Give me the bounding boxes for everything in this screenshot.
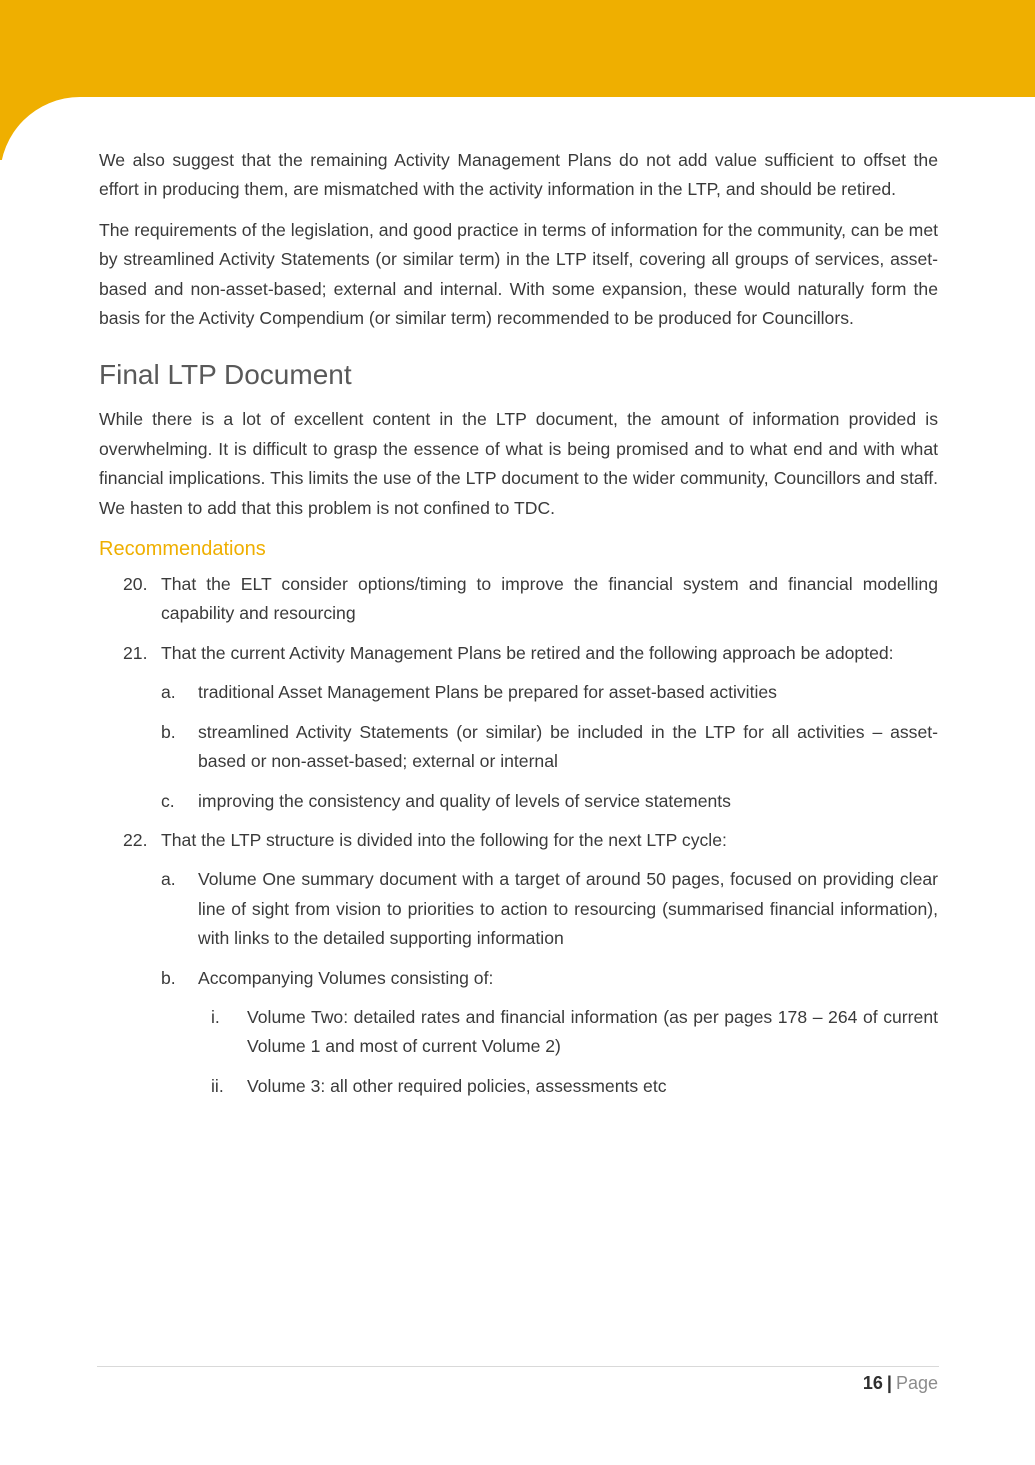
list-text: That the ELT consider options/timing to improve the financial system and financial modelling capability and resourcing <box>161 574 938 624</box>
list-number: b. <box>161 721 176 742</box>
page-footer <box>863 1370 938 1396</box>
list-text: traditional Asset Management Plans be prepared for asset-based activities <box>198 682 777 703</box>
list-text: improving the consistency and quality of levels of service statements <box>198 790 731 811</box>
list-number: 21. <box>123 642 148 663</box>
list-item <box>99 639 938 668</box>
list-item <box>99 718 938 777</box>
list-number: a. <box>161 869 176 890</box>
list-item <box>99 678 938 707</box>
list-item <box>99 1003 938 1062</box>
list-text: That the LTP structure is divided into the following for the next LTP cycle: <box>161 829 727 850</box>
footer-divider <box>97 1366 939 1367</box>
list-number: ii. <box>211 1075 224 1096</box>
list-text: Volume 3: all other required policies, assessments etc <box>247 1075 667 1096</box>
list-number: b. <box>161 967 176 988</box>
recommendations-heading: Recommendations <box>99 538 266 561</box>
list-number: i. <box>211 1006 220 1027</box>
list-item <box>99 787 938 816</box>
body-paragraph: While there is a lot of excellent content in the LTP document, the amount of information provided is overwhelming. It is difficult to grasp the essence of what is being promised and to what end and with what financial implications. This limits the use of the LTP document to the wider community, Councillors and staff. We hasten to add that this problem is not confined to TDC. <box>99 409 938 518</box>
list-text: Accompanying Volumes consisting of: <box>198 967 494 988</box>
list-item <box>99 570 938 629</box>
page-number: 16 <box>862 1373 883 1393</box>
list-text: streamlined Activity Statements (or similar) be included in the LTP for all activities – asset-based or non-asset-based; external or internal <box>198 721 938 772</box>
list-item <box>99 1072 938 1101</box>
list-text: Volume One summary document with a target of around 50 pages, focused on providing clear line of sight from vision to priorities to action to resourcing (summarised financial information), with links to the detailed supporting information <box>198 869 938 949</box>
list-item <box>99 865 938 953</box>
list-number: c. <box>161 790 175 811</box>
document-body <box>99 146 938 1111</box>
list-text: That the current Activity Management Plans be retired and the following approach be adopted: <box>161 642 894 663</box>
list-number: a. <box>161 682 176 703</box>
page-label: Page <box>895 1373 938 1393</box>
body-paragraph: We also suggest that the remaining Activity Management Plans do not add value sufficient to offset the effort in producing them, are mismatched with the activity information in the LTP, and should be retired. <box>99 150 938 200</box>
list-number: 22. <box>123 829 148 850</box>
section-heading: Final LTP Document <box>99 359 352 391</box>
body-paragraph: The requirements of the legislation, and good practice in terms of information for the community, can be met by streamlined Activity Statements (or similar term) in the LTP itself, covering all groups of services, asset-based and non-asset-based; external and internal. With some expansion, these would naturally form the basis for the Activity Compendium (or similar term) recommended to be produced for Councillors. <box>99 219 938 329</box>
list-number: 20. <box>123 574 148 595</box>
list-text: Volume Two: detailed rates and financial information (as per pages 178 – 264 of current Volume 1 and most of current Volume 2) <box>247 1006 938 1057</box>
list-item <box>99 964 938 993</box>
list-item <box>99 826 938 855</box>
footer-separator: | <box>886 1373 892 1393</box>
